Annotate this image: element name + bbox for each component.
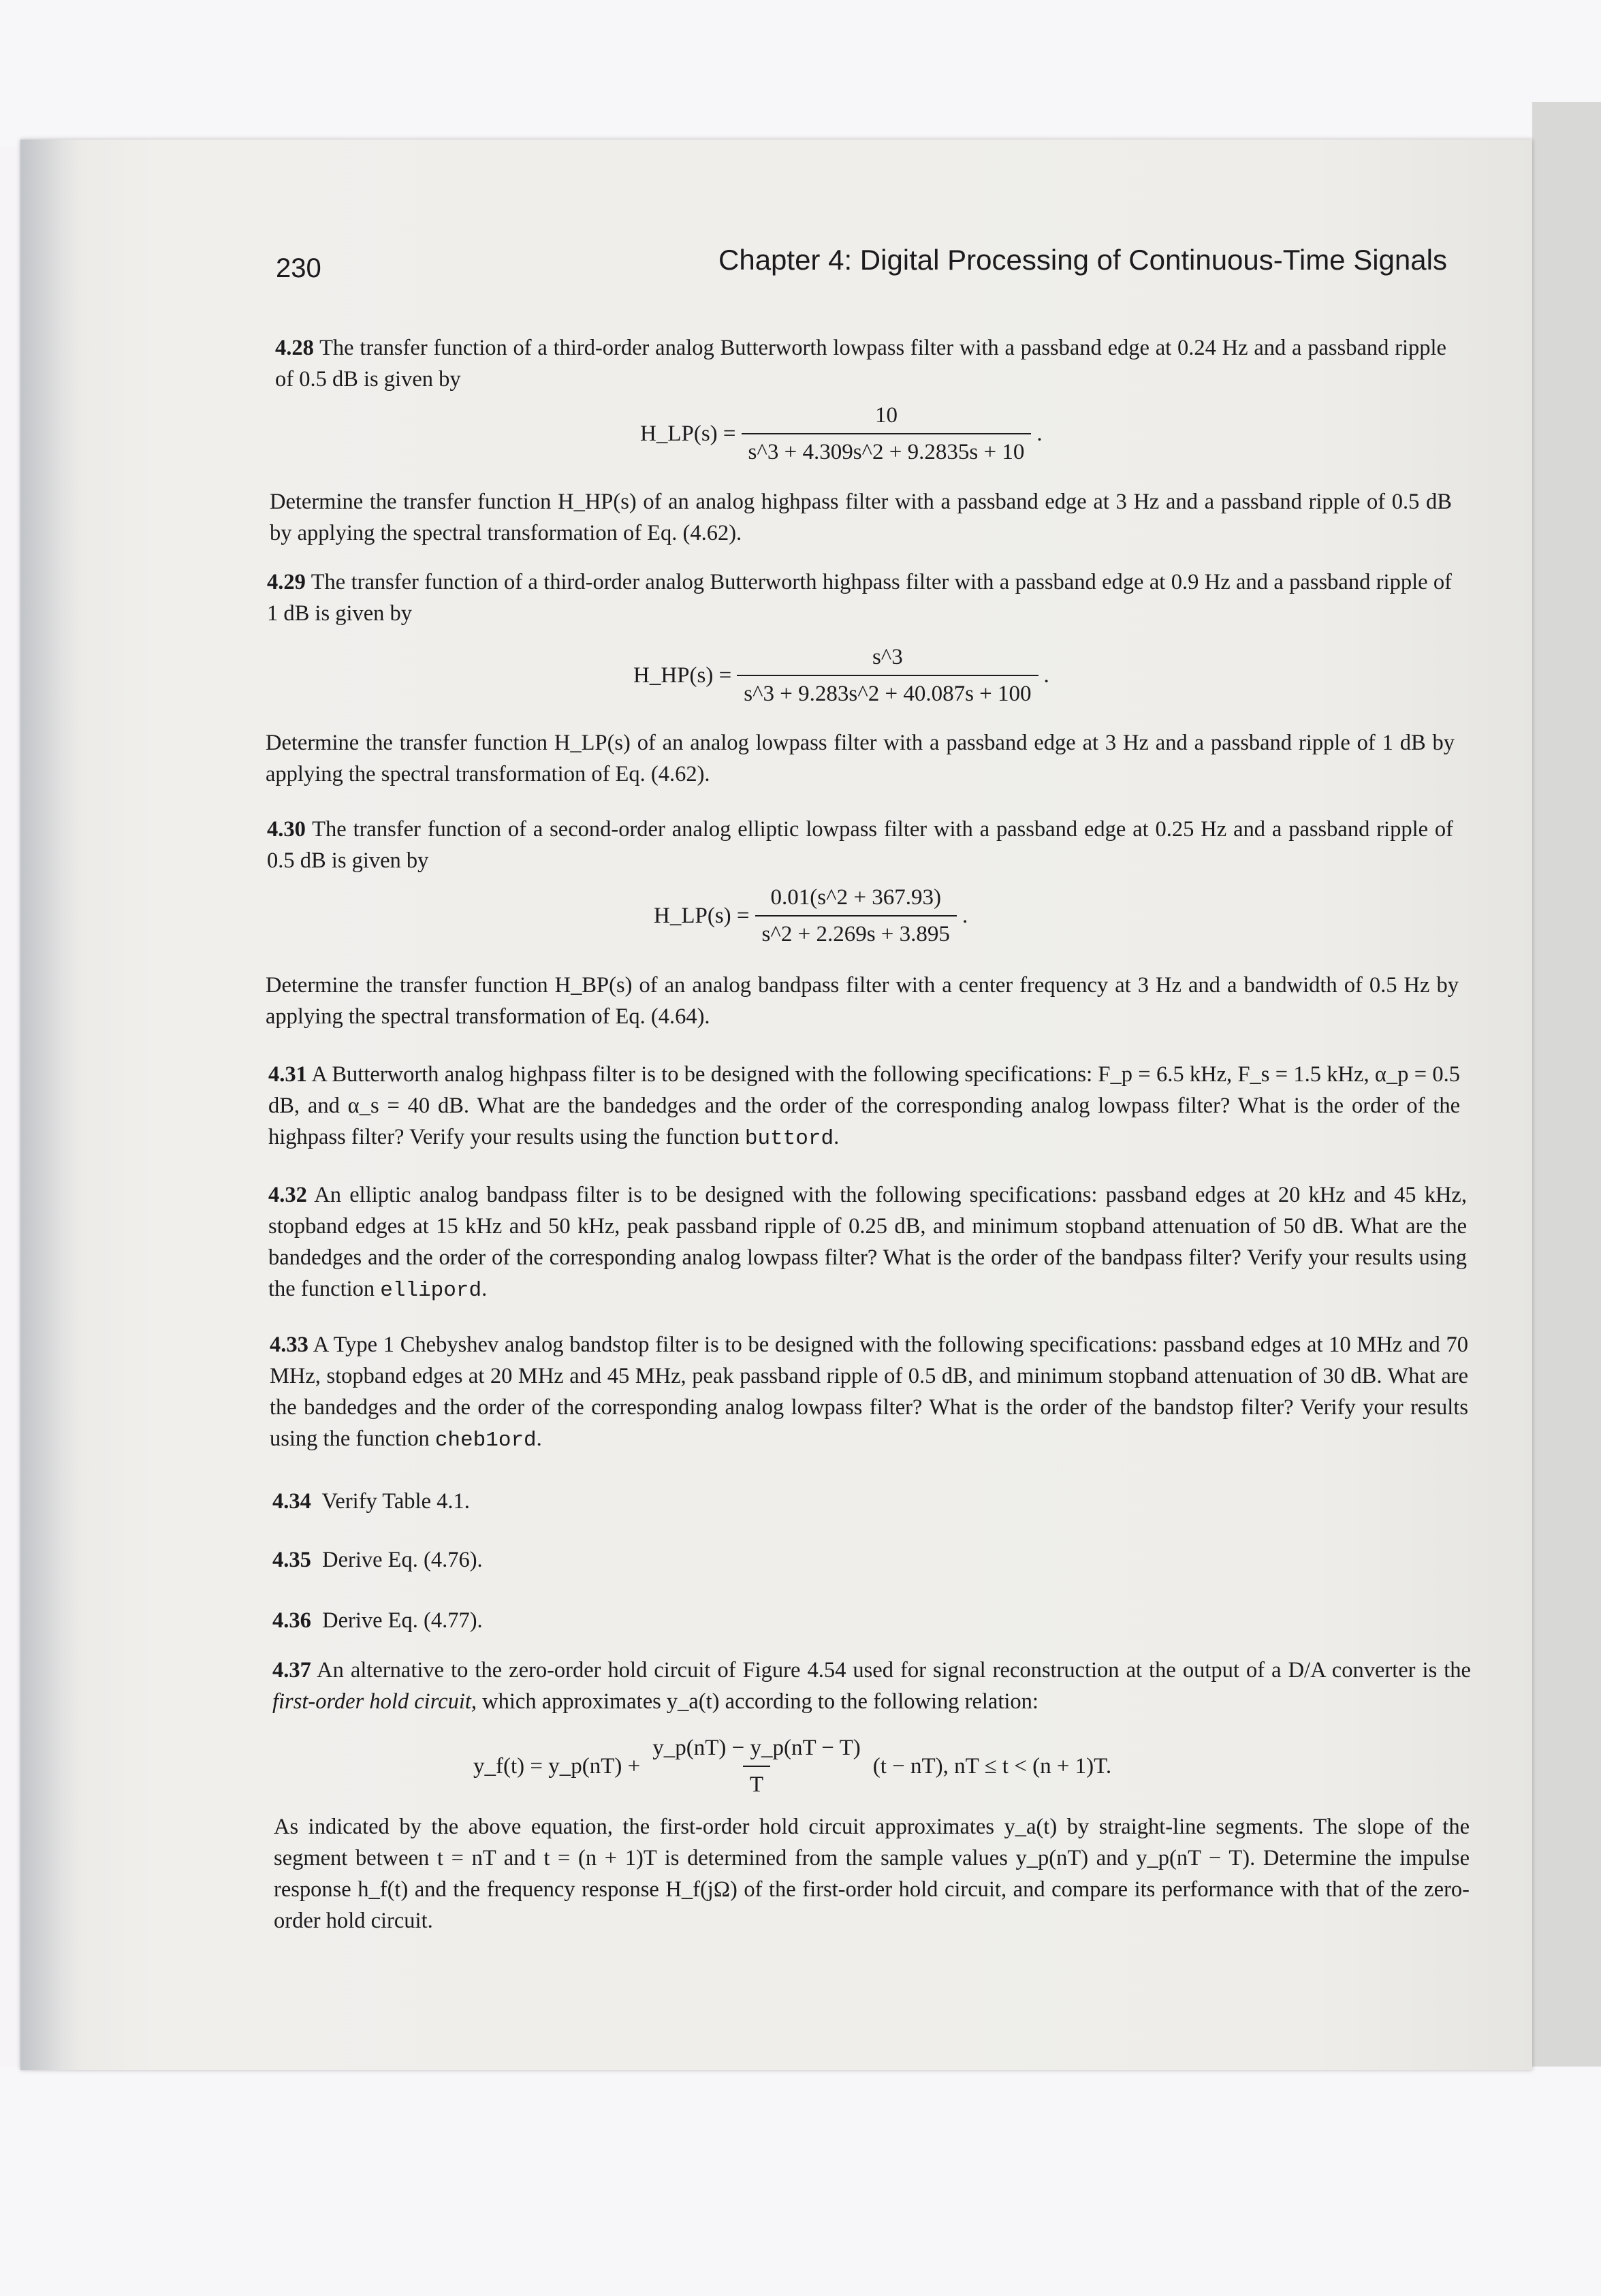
equation-lhs: H_LP(s) = [654,903,750,928]
sentence-end: . [834,1125,840,1149]
problem-4-37-intro [272,1655,1471,1717]
problem-number: 4.37 [272,1658,311,1683]
equation-denominator: T [743,1766,770,1798]
equation-fraction [737,643,1038,707]
equation-hhp-butterworth: H_HP(s) = $\frac{s\^{}3}{s\^{}3 + 9.283s\^{}2 + 40.087s + 100}$ . [633,645,1049,706]
equation-fraction [755,884,957,948]
function-name: ellipord [380,1279,482,1303]
problem-4-30-intro [267,814,1453,876]
problem-4-35 [272,1544,483,1576]
problem-text: A Butterworth analog highpass filter is to be designed with the following specifications: F_p = 6.5 kHz, F_s = 1.5 kHz, α_p = 0.5 dB, and α_s = 40 dB. What are the bandedges and the order of the corresponding analog lowpass filter? What is the order of the highpass filter? Verify your results using the function [268,1062,1460,1149]
equation-fraction [646,1734,867,1798]
problem-4-31 [268,1059,1460,1155]
sentence-end: . [536,1426,542,1451]
problem-4-28-intro [275,332,1446,395]
problem-number: 4.33 [270,1333,308,1357]
problem-4-28-body: Determine the transfer function H_HP(s) of an analog highpass filter with a passband edge at 3 Hz and a passband ripple of 0.5 dB by applying the spectral transformation of Eq. (4.62). [270,490,1452,545]
problem-number: 4.34 [272,1489,311,1514]
problem-text: The transfer function of a third-order analog Butterworth lowpass filter with a passband edge at 0.24 Hz and a passband ripple of 0.5 dB is given by [275,336,1446,392]
problem-number: 4.36 [272,1608,311,1633]
equation-numerator: 10 [874,403,898,428]
problem-text: An alternative to the zero-order hold circuit of Figure 4.54 used for signal reconstruction at the output of a D/A converter is the [317,1658,1471,1683]
problem-number: 4.31 [268,1062,307,1087]
equation-lhs: H_HP(s) = [633,663,732,688]
problem-text: The transfer function of a second-order analog elliptic lowpass filter with a passband edge at 0.25 Hz and a passband ripple of 0.5 dB is given by [267,817,1453,873]
chapter-title: Chapter 4: Digital Processing of Continuous-Time Signals [718,244,1447,276]
problem-text: Derive Eq. (4.76). [322,1548,483,1572]
problem-4-32 [268,1179,1467,1307]
equation-numerator: y_p(nT) − y_p(nT − T) [652,1736,861,1760]
problem-text: A Type 1 Chebyshev analog bandstop filter is to be designed with the following specifications: passband edges at 10 MHz and 70 MHz, stopband edges at 20 MHz and 45 MHz, peak passband ripple of 0.5 dB, and minimum stopband attenuation of 30 dB. What are the bandedges and the order of the corresponding analog lowpass filter? What is the order of the bandstop filter? Verify your results using the function [270,1333,1468,1451]
equation-hlp-butterworth: H_LP(s) = $\frac{10}{s\^{}3 + 4.309s\^{}2 + 9.2835s + 10}$ . [640,403,1043,464]
equation-rhs: (t − nT), nT ≤ t < (n + 1)T. [872,1753,1112,1779]
problem-text: The transfer function of a third-order analog Butterworth highpass filter with a passband edge at 0.9 Hz and a passband ripple of 1 dB is given by [267,570,1452,626]
equation-denominator: s^3 + 4.309s^2 + 9.2835s + 10 [742,433,1032,466]
emphasis-term: first-order hold circuit, [272,1689,477,1714]
problem-text: Derive Eq. (4.77). [322,1608,483,1633]
problem-text-cont: which approximates y_a(t) according to the following relation: [482,1689,1039,1714]
equation-denominator: s^3 + 9.283s^2 + 40.087s + 100 [737,675,1038,707]
function-name: cheb1ord [434,1429,537,1452]
equation-lhs: H_LP(s) = [640,421,736,446]
problem-number: 4.35 [272,1548,311,1572]
problem-4-37-body: As indicated by the above equation, the first-order hold circuit approximates y_a(t) by straight-line segments. The slope of the segment between t = nT and t = (n + 1)T is determined from the sample values y_p(nT) and y_p(nT − T). Determine the impulse response h_f(t) and the frequency response H_f(jΩ) of the first-order hold circuit, and compare its performance with that of the zero-order hold circuit. [274,1815,1470,1933]
scan-background-top [0,0,1601,146]
problem-number: 4.29 [267,570,306,594]
problem-4-34 [272,1486,470,1517]
problem-text: An elliptic analog bandpass filter is to be designed with the following specifications: passband edges at 20 kHz and 45 kHz, stopband edges at 15 kHz and 50 kHz, peak passband ripple of 0.25 dB, and minimum stopband attenuation of 50 dB. What are the bandedges and the order of the corresponding analog lowpass filter? What is the order of the bandpass filter? Verify your results using the function [268,1183,1467,1301]
equation-hlp-elliptic: H_LP(s) = $\frac{0.01(s\^{}2 + 367.93)}{s\^{}2 + 2.269s + 3.895}$ . [654,885,968,946]
equation-first-order-hold [473,1734,1111,1798]
equation-numerator: s^3 [872,645,903,669]
problem-number: 4.28 [275,336,314,360]
equation-denominator: s^2 + 2.269s + 3.895 [755,915,957,948]
problem-text: Verify Table 4.1. [321,1489,470,1514]
scan-background-bottom [0,2067,1601,2296]
problem-4-29-intro [267,567,1452,629]
problem-4-36 [272,1605,483,1636]
problem-4-33 [270,1329,1468,1456]
scan-background-right [1532,102,1601,2077]
equation-fraction [742,402,1032,466]
page-binding-shadow [20,140,82,2070]
problem-number: 4.30 [267,817,306,842]
equation-numerator: 0.01(s^2 + 367.93) [770,885,941,910]
problem-4-30-body: Determine the transfer function H_BP(s) of an analog bandpass filter with a center frequency at 3 Hz and a bandwidth of 0.5 Hz by applying the spectral transformation of Eq. (4.64). [266,973,1459,1029]
equation-lhs: y_f(t) = y_p(nT) + [473,1753,641,1779]
problem-number: 4.32 [268,1183,307,1207]
problem-4-29-body: Determine the transfer function H_LP(s) of an analog lowpass filter with a passband edge at 3 Hz and a passband ripple of 1 dB by applying the spectral transformation of Eq. (4.62). [266,731,1455,786]
page-number: 230 [276,253,321,283]
sentence-end: . [481,1277,488,1301]
function-name: buttord [744,1127,834,1151]
